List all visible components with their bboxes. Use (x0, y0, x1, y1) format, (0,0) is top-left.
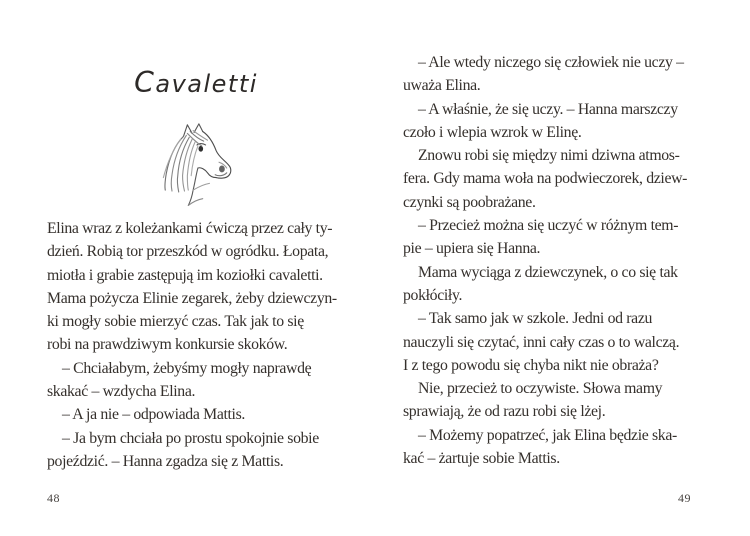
pony-illustration (47, 120, 345, 216)
text-line: – Możemy popatrzeć, jak Elina będzie ska- (418, 426, 677, 444)
text-line: Elina wraz z koleżankami ćwiczą przez cały ty- (47, 220, 333, 237)
text-line: sprawiają, że od razu robi się lżej. (403, 403, 606, 421)
page-number-left: 48 (47, 491, 60, 505)
text-line: – Przecież można się uczyć w różnym tem- (418, 217, 679, 235)
text-line: fera. Gdy mama woła na podwieczorek, dziew- (403, 170, 688, 188)
page-number-right: 49 (678, 491, 691, 505)
text-line: czynki są poobrażane. (403, 193, 536, 211)
left-page (47, 0, 345, 536)
text-line: I z tego powodu się chyba nikt nie obraża? (403, 356, 659, 374)
left-page-text (47, 217, 345, 473)
text-line: czoło i wlepia wzrok w Elinę. (403, 123, 582, 141)
text-line: Znowu robi się między nimi dziwna atmos- (418, 147, 680, 165)
text-line: – A ja nie – odpowiada Mattis. (62, 406, 245, 424)
text-line: Mama wyciąga z dziewczynek, o co się tak (418, 263, 678, 281)
text-line: robi na prawdziwym konkursie skoków. (47, 336, 288, 354)
text-line: pokłóciły. (403, 286, 463, 304)
text-line: skakać – wzdycha Elina. (47, 383, 196, 401)
text-line: miotła i grabie zastępują im koziołki cavaletti. (47, 266, 323, 284)
right-page (403, 0, 703, 536)
text-line: – Ale wtedy niczego się człowiek nie uczy – (418, 54, 684, 71)
text-line: nauczyli się czytać, inni cały czas o to walczą. (403, 333, 680, 351)
chapter-title: Cavaletti (134, 66, 258, 99)
text-line: ki mogły sobie mierzyć czas. Tak jak to się (47, 313, 304, 331)
text-line: Mama pożycza Elinie zegarek, żeby dziewczyn- (47, 289, 337, 307)
text-line: pie – upiera się Hanna. (403, 240, 541, 258)
text-line: – A właśnie, że się uczy. – Hanna marszczy (418, 100, 678, 118)
text-line: kać – żartuje sobie Mattis. (403, 450, 560, 468)
text-line: Nie, przecież to oczywiste. Słowa mamy (418, 380, 663, 398)
text-line: – Chciałabym, żebyśmy mogły naprawdę (62, 359, 312, 377)
text-line: – Tak samo jak w szkole. Jedni od razu (418, 310, 653, 328)
text-line: uważa Elina. (403, 77, 481, 95)
right-page-text (403, 51, 703, 470)
text-line: pojeździć. – Hanna zgadza się z Mattis. (47, 452, 284, 470)
pony-head-sketch-icon (148, 120, 244, 216)
text-line: dzień. Robią tor przeszkód w ogródku. Łopata, (47, 243, 329, 261)
text-line: – Ja bym chciała po prostu spokojnie sobie (62, 429, 319, 447)
